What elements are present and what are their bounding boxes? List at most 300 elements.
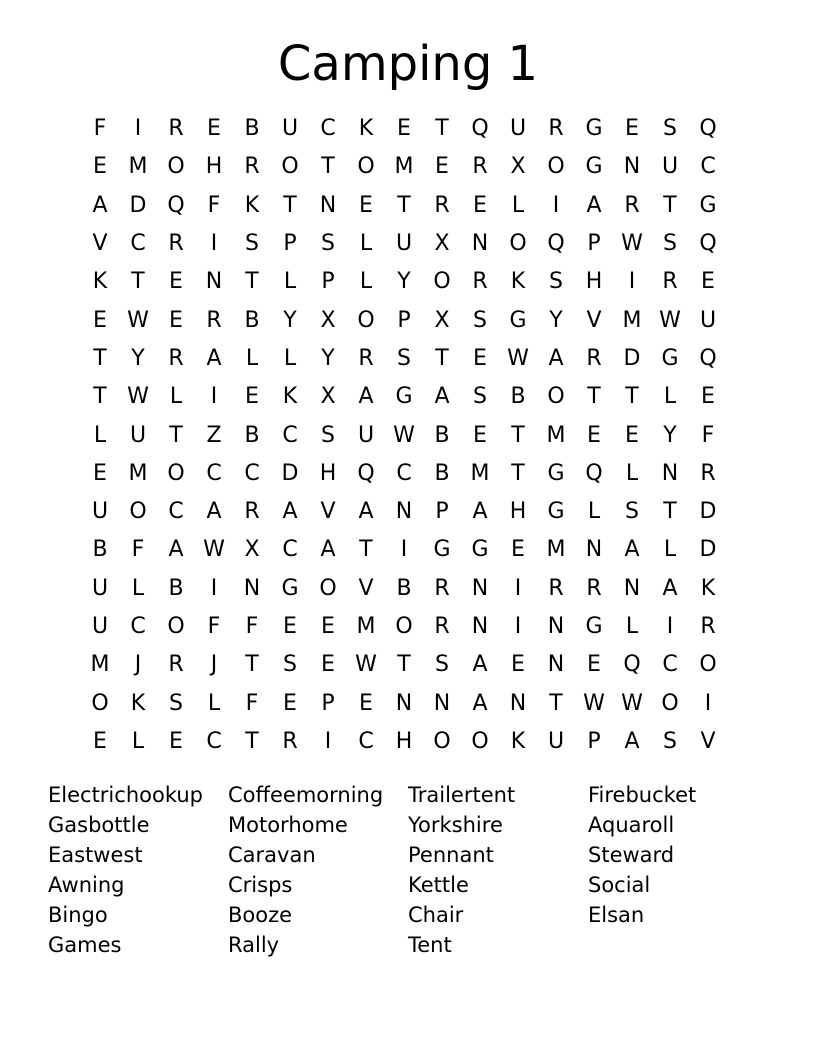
grid-letter: E xyxy=(283,614,297,639)
grid-letter: N xyxy=(585,537,603,563)
grid-letter: W xyxy=(621,690,643,716)
grid-letter: U xyxy=(395,231,413,257)
grid-letter: N xyxy=(623,154,641,180)
grid-letter: G xyxy=(547,460,565,486)
word-list-item: Chair xyxy=(408,903,464,927)
grid-row xyxy=(81,646,727,684)
grid-letter: X xyxy=(510,154,526,180)
grid-letter: R xyxy=(472,154,488,180)
grid-letter: R xyxy=(282,728,298,754)
word-list-item: Motorhome xyxy=(228,813,348,837)
grid-row xyxy=(81,187,727,225)
grid-letter: L xyxy=(283,345,297,371)
grid-letter: Y xyxy=(321,345,335,371)
word-list-item: Aquaroll xyxy=(588,813,675,837)
grid-letter: A xyxy=(320,537,336,563)
grid-letter: Y xyxy=(397,269,411,295)
grid-letter: U xyxy=(357,422,375,448)
grid-letter: R xyxy=(434,575,450,601)
word-list-column xyxy=(588,780,768,960)
grid-letter: O xyxy=(547,384,565,410)
grid-letter: C xyxy=(662,652,678,678)
grid-letter: B xyxy=(434,422,450,448)
grid-letter: F xyxy=(93,116,107,142)
grid-letter: L xyxy=(131,575,145,601)
grid-letter: R xyxy=(548,575,564,601)
grid-letter: W xyxy=(393,422,415,448)
grid-letter: G xyxy=(585,116,603,142)
word-list-item: Firebucket xyxy=(588,783,697,807)
grid-letter: R xyxy=(548,116,564,142)
grid-letter: C xyxy=(168,499,184,525)
grid-letter: N xyxy=(547,614,565,639)
grid-letter: L xyxy=(663,384,677,410)
grid-letter: E xyxy=(169,728,183,754)
grid-letter: L xyxy=(207,690,221,716)
grid-letter: B xyxy=(168,575,184,601)
grid-letter: P xyxy=(283,231,297,257)
grid-letter: R xyxy=(244,154,260,180)
grid-letter: I xyxy=(210,575,218,601)
grid-letter: T xyxy=(131,269,145,295)
grid-letter: T xyxy=(663,499,677,525)
grid-letter: K xyxy=(358,116,374,142)
grid-letter: N xyxy=(433,690,451,716)
grid-letter: N xyxy=(661,460,679,486)
grid-letter: E xyxy=(435,154,449,180)
grid-letter: M xyxy=(356,614,376,639)
grid-letter: O xyxy=(661,690,679,716)
letter-grid xyxy=(81,110,727,761)
grid-letter: L xyxy=(625,614,639,639)
grid-letter: E xyxy=(625,116,639,142)
page-title: Camping 1 xyxy=(277,36,539,92)
word-list-item: Awning xyxy=(48,873,125,897)
grid-letter: I xyxy=(666,614,674,639)
grid-letter: T xyxy=(549,690,563,716)
grid-letter: W xyxy=(203,537,225,563)
grid-letter: B xyxy=(92,537,108,563)
grid-letter: Q xyxy=(357,460,375,486)
grid-row xyxy=(81,378,727,416)
word-list-column xyxy=(48,780,228,960)
grid-letter: T xyxy=(93,345,107,371)
grid-row xyxy=(81,493,727,531)
grid-letter: O xyxy=(167,460,185,486)
grid-letter: T xyxy=(245,728,259,754)
word-list-item: Tent xyxy=(408,933,452,957)
grid-letter: S xyxy=(321,231,335,257)
word-list-item: Gasbottle xyxy=(48,813,150,837)
grid-letter: G xyxy=(395,384,413,410)
grid-row xyxy=(81,263,727,301)
grid-letter: S xyxy=(321,422,335,448)
grid-letter: A xyxy=(472,652,488,678)
grid-letter: S xyxy=(473,307,487,333)
grid-letter: A xyxy=(472,690,488,716)
grid-letter: G xyxy=(585,614,603,639)
grid-letter: X xyxy=(320,384,336,410)
grid-letter: A xyxy=(624,728,640,754)
grid-letter: R xyxy=(624,192,640,218)
grid-row xyxy=(81,455,727,493)
grid-row xyxy=(81,416,727,454)
grid-letter: C xyxy=(700,154,716,180)
grid-letter: C xyxy=(130,231,146,257)
grid-letter: K xyxy=(244,192,260,218)
grid-letter: A xyxy=(168,537,184,563)
grid-letter: I xyxy=(514,575,522,601)
grid-letter: O xyxy=(167,154,185,180)
grid-letter: M xyxy=(128,154,148,180)
grid-letter: M xyxy=(546,537,566,563)
grid-letter: I xyxy=(134,116,142,142)
grid-letter: H xyxy=(205,154,223,180)
word-list-column xyxy=(228,780,408,960)
grid-letter: R xyxy=(206,307,222,333)
grid-letter: N xyxy=(623,575,641,601)
grid-letter: U xyxy=(509,116,527,142)
grid-letter: E xyxy=(321,652,335,678)
grid-letter: X xyxy=(434,307,450,333)
grid-letter: R xyxy=(662,269,678,295)
grid-letter: O xyxy=(91,690,109,716)
grid-letter: V xyxy=(92,231,108,257)
grid-letter: T xyxy=(587,384,601,410)
grid-letter: W xyxy=(355,652,377,678)
grid-letter: S xyxy=(397,345,411,371)
grid-letter: E xyxy=(587,652,601,678)
grid-letter: P xyxy=(587,728,601,754)
grid-row xyxy=(81,684,727,722)
grid-letter: P xyxy=(321,269,335,295)
grid-letter: E xyxy=(93,307,107,333)
grid-letter: W xyxy=(507,345,529,371)
grid-letter: I xyxy=(210,231,218,257)
grid-letter: T xyxy=(397,192,411,218)
grid-letter: S xyxy=(549,269,563,295)
word-list-item: Electrichookup xyxy=(48,783,203,807)
grid-letter: U xyxy=(91,499,109,525)
grid-letter: X xyxy=(320,307,336,333)
grid-letter: T xyxy=(511,460,525,486)
grid-letter: E xyxy=(701,384,715,410)
grid-letter: R xyxy=(168,231,184,257)
grid-letter: F xyxy=(701,422,715,448)
grid-letter: N xyxy=(243,575,261,601)
grid-letter: U xyxy=(129,422,147,448)
grid-letter: A xyxy=(358,499,374,525)
grid-letter: Q xyxy=(167,192,185,218)
grid-letter: U xyxy=(281,116,299,142)
grid-letter: T xyxy=(283,192,297,218)
grid-letter: S xyxy=(663,231,677,257)
grid-letter: R xyxy=(586,575,602,601)
grid-letter: A xyxy=(358,384,374,410)
grid-letter: P xyxy=(397,307,411,333)
grid-letter: D xyxy=(699,499,717,525)
grid-letter: S xyxy=(435,652,449,678)
grid-letter: U xyxy=(661,154,679,180)
grid-letter: I xyxy=(514,614,522,639)
grid-row xyxy=(81,301,727,339)
grid-letter: R xyxy=(434,192,450,218)
grid-letter: N xyxy=(395,499,413,525)
grid-letter: C xyxy=(244,460,260,486)
grid-letter: V xyxy=(320,499,336,525)
grid-letter: E xyxy=(473,192,487,218)
grid-letter: E xyxy=(359,192,373,218)
word-list-item: Caravan xyxy=(228,843,316,867)
word-list-item: Social xyxy=(588,873,651,897)
grid-letter: N xyxy=(471,231,489,257)
grid-letter: G xyxy=(471,537,489,563)
grid-letter: E xyxy=(587,422,601,448)
word-list-item: Yorkshire xyxy=(408,813,503,837)
grid-letter: G xyxy=(585,154,603,180)
grid-letter: C xyxy=(282,537,298,563)
word-list-item: Steward xyxy=(588,843,675,867)
grid-letter: R xyxy=(168,652,184,678)
grid-letter: S xyxy=(473,384,487,410)
grid-letter: R xyxy=(168,345,184,371)
grid-letter: T xyxy=(245,269,259,295)
grid-letter: F xyxy=(207,192,221,218)
grid-letter: O xyxy=(547,154,565,180)
grid-letter: E xyxy=(473,422,487,448)
grid-letter: N xyxy=(395,690,413,716)
grid-letter: O xyxy=(395,614,413,639)
grid-letter: G xyxy=(547,499,565,525)
grid-letter: O xyxy=(167,614,185,639)
grid-letter: Q xyxy=(699,231,717,257)
grid-letter: C xyxy=(206,728,222,754)
grid-letter: G xyxy=(281,575,299,601)
grid-letter: I xyxy=(552,192,560,218)
grid-letter: L xyxy=(663,537,677,563)
grid-letter: K xyxy=(700,575,716,601)
grid-letter: N xyxy=(547,652,565,678)
grid-row xyxy=(81,570,727,608)
grid-letter: Y xyxy=(663,422,677,448)
word-list-item: Trailertent xyxy=(408,783,516,807)
grid-letter: C xyxy=(396,460,412,486)
grid-letter: W xyxy=(127,384,149,410)
grid-letter: A xyxy=(206,345,222,371)
grid-letter: I xyxy=(400,537,408,563)
grid-letter: E xyxy=(207,116,221,142)
grid-letter: L xyxy=(93,422,107,448)
grid-letter: E xyxy=(473,345,487,371)
grid-letter: W xyxy=(127,307,149,333)
grid-letter: F xyxy=(131,537,145,563)
grid-letter: G xyxy=(661,345,679,371)
grid-letter: A xyxy=(282,499,298,525)
grid-letter: E xyxy=(701,269,715,295)
grid-letter: N xyxy=(509,690,527,716)
grid-letter: Q xyxy=(699,345,717,371)
grid-letter: C xyxy=(206,460,222,486)
grid-letter: F xyxy=(245,690,259,716)
grid-letter: C xyxy=(320,116,336,142)
grid-letter: B xyxy=(244,307,260,333)
grid-letter: A xyxy=(434,384,450,410)
grid-letter: R xyxy=(168,116,184,142)
grid-letter: T xyxy=(663,192,677,218)
grid-letter: H xyxy=(585,269,603,295)
grid-letter: B xyxy=(510,384,526,410)
word-list-item: Pennant xyxy=(408,843,494,867)
grid-letter: E xyxy=(283,690,297,716)
grid-letter: A xyxy=(92,192,108,218)
grid-letter: P xyxy=(435,499,449,525)
grid-letter: W xyxy=(659,307,681,333)
grid-letter: R xyxy=(586,345,602,371)
grid-row xyxy=(81,225,727,263)
grid-letter: S xyxy=(663,728,677,754)
grid-letter: A xyxy=(548,345,564,371)
grid-letter: V xyxy=(358,575,374,601)
grid-letter: B xyxy=(434,460,450,486)
grid-letter: Q xyxy=(471,116,489,142)
grid-letter: P xyxy=(587,231,601,257)
grid-letter: L xyxy=(169,384,183,410)
grid-letter: Y xyxy=(131,345,145,371)
grid-letter: E xyxy=(93,460,107,486)
grid-letter: V xyxy=(700,728,716,754)
grid-letter: B xyxy=(244,422,260,448)
grid-letter: E xyxy=(359,690,373,716)
grid-letter: O xyxy=(433,269,451,295)
grid-letter: E xyxy=(169,307,183,333)
grid-letter: R xyxy=(700,614,716,639)
grid-row xyxy=(81,531,727,569)
grid-letter: M xyxy=(90,652,110,678)
grid-letter: B xyxy=(244,116,260,142)
grid-letter: J xyxy=(210,652,218,678)
grid-letter: B xyxy=(396,575,412,601)
grid-letter: L xyxy=(511,192,525,218)
grid-letter: Q xyxy=(623,652,641,678)
grid-letter: W xyxy=(621,231,643,257)
grid-letter: M xyxy=(622,307,642,333)
grid-letter: R xyxy=(472,269,488,295)
word-list xyxy=(48,780,788,960)
grid-letter: O xyxy=(129,499,147,525)
grid-letter: N xyxy=(471,575,489,601)
grid-letter: E xyxy=(625,422,639,448)
grid-row xyxy=(81,110,727,148)
grid-letter: X xyxy=(434,231,450,257)
grid-letter: S xyxy=(169,690,183,716)
grid-letter: W xyxy=(583,690,605,716)
grid-letter: U xyxy=(91,575,109,601)
grid-letter: T xyxy=(511,422,525,448)
grid-letter: L xyxy=(625,460,639,486)
grid-letter: V xyxy=(586,307,602,333)
grid-letter: G xyxy=(699,192,717,218)
grid-letter: U xyxy=(699,307,717,333)
grid-letter: I xyxy=(704,690,712,716)
grid-letter: M xyxy=(394,154,414,180)
grid-letter: Z xyxy=(206,422,222,448)
grid-letter: C xyxy=(130,614,146,639)
grid-letter: O xyxy=(319,575,337,601)
grid-letter: G xyxy=(509,307,527,333)
grid-letter: D xyxy=(281,460,299,486)
grid-letter: T xyxy=(435,116,449,142)
grid-letter: T xyxy=(93,384,107,410)
word-list-item: Bingo xyxy=(48,903,108,927)
grid-row xyxy=(81,608,727,646)
grid-letter: S xyxy=(625,499,639,525)
grid-letter: M xyxy=(546,422,566,448)
grid-letter: O xyxy=(433,728,451,754)
grid-letter: O xyxy=(281,154,299,180)
grid-letter: T xyxy=(359,537,373,563)
grid-row xyxy=(81,723,727,761)
grid-letter: I xyxy=(324,728,332,754)
grid-letter: O xyxy=(699,652,717,678)
grid-letter: M xyxy=(470,460,490,486)
grid-row xyxy=(81,340,727,378)
grid-letter: L xyxy=(359,231,373,257)
grid-letter: E xyxy=(397,116,411,142)
grid-letter: H xyxy=(319,460,337,486)
grid-letter: N xyxy=(205,269,223,295)
grid-letter: N xyxy=(319,192,337,218)
grid-letter: U xyxy=(547,728,565,754)
word-list-item: Games xyxy=(48,933,122,957)
grid-letter: K xyxy=(510,728,526,754)
grid-letter: K xyxy=(130,690,146,716)
grid-letter: E xyxy=(511,652,525,678)
grid-letter: T xyxy=(245,652,259,678)
grid-letter: L xyxy=(131,728,145,754)
word-list-item: Eastwest xyxy=(48,843,143,867)
grid-letter: U xyxy=(91,614,109,639)
grid-letter: G xyxy=(433,537,451,563)
grid-letter: E xyxy=(245,384,259,410)
grid-letter: P xyxy=(321,690,335,716)
grid-letter: K xyxy=(510,269,526,295)
grid-letter: T xyxy=(321,154,335,180)
grid-letter: R xyxy=(358,345,374,371)
grid-letter: A xyxy=(662,575,678,601)
grid-letter: Q xyxy=(547,231,565,257)
grid-letter: S xyxy=(283,652,297,678)
grid-letter: A xyxy=(206,499,222,525)
grid-letter: D xyxy=(129,192,147,218)
grid-letter: M xyxy=(128,460,148,486)
grid-letter: T xyxy=(169,422,183,448)
grid-letter: F xyxy=(245,614,259,639)
grid-letter: E xyxy=(321,614,335,639)
grid-letter: T xyxy=(397,652,411,678)
grid-letter: L xyxy=(359,269,373,295)
grid-letter: E xyxy=(93,154,107,180)
grid-letter: N xyxy=(471,614,489,639)
grid-letter: K xyxy=(282,384,298,410)
grid-letter: H xyxy=(509,499,527,525)
grid-letter: H xyxy=(395,728,413,754)
word-list-item: Elsan xyxy=(588,903,645,927)
word-list-item: Crisps xyxy=(228,873,293,897)
grid-letter: L xyxy=(283,269,297,295)
grid-letter: A xyxy=(472,499,488,525)
grid-letter: D xyxy=(699,537,717,563)
word-list-column xyxy=(408,780,588,960)
